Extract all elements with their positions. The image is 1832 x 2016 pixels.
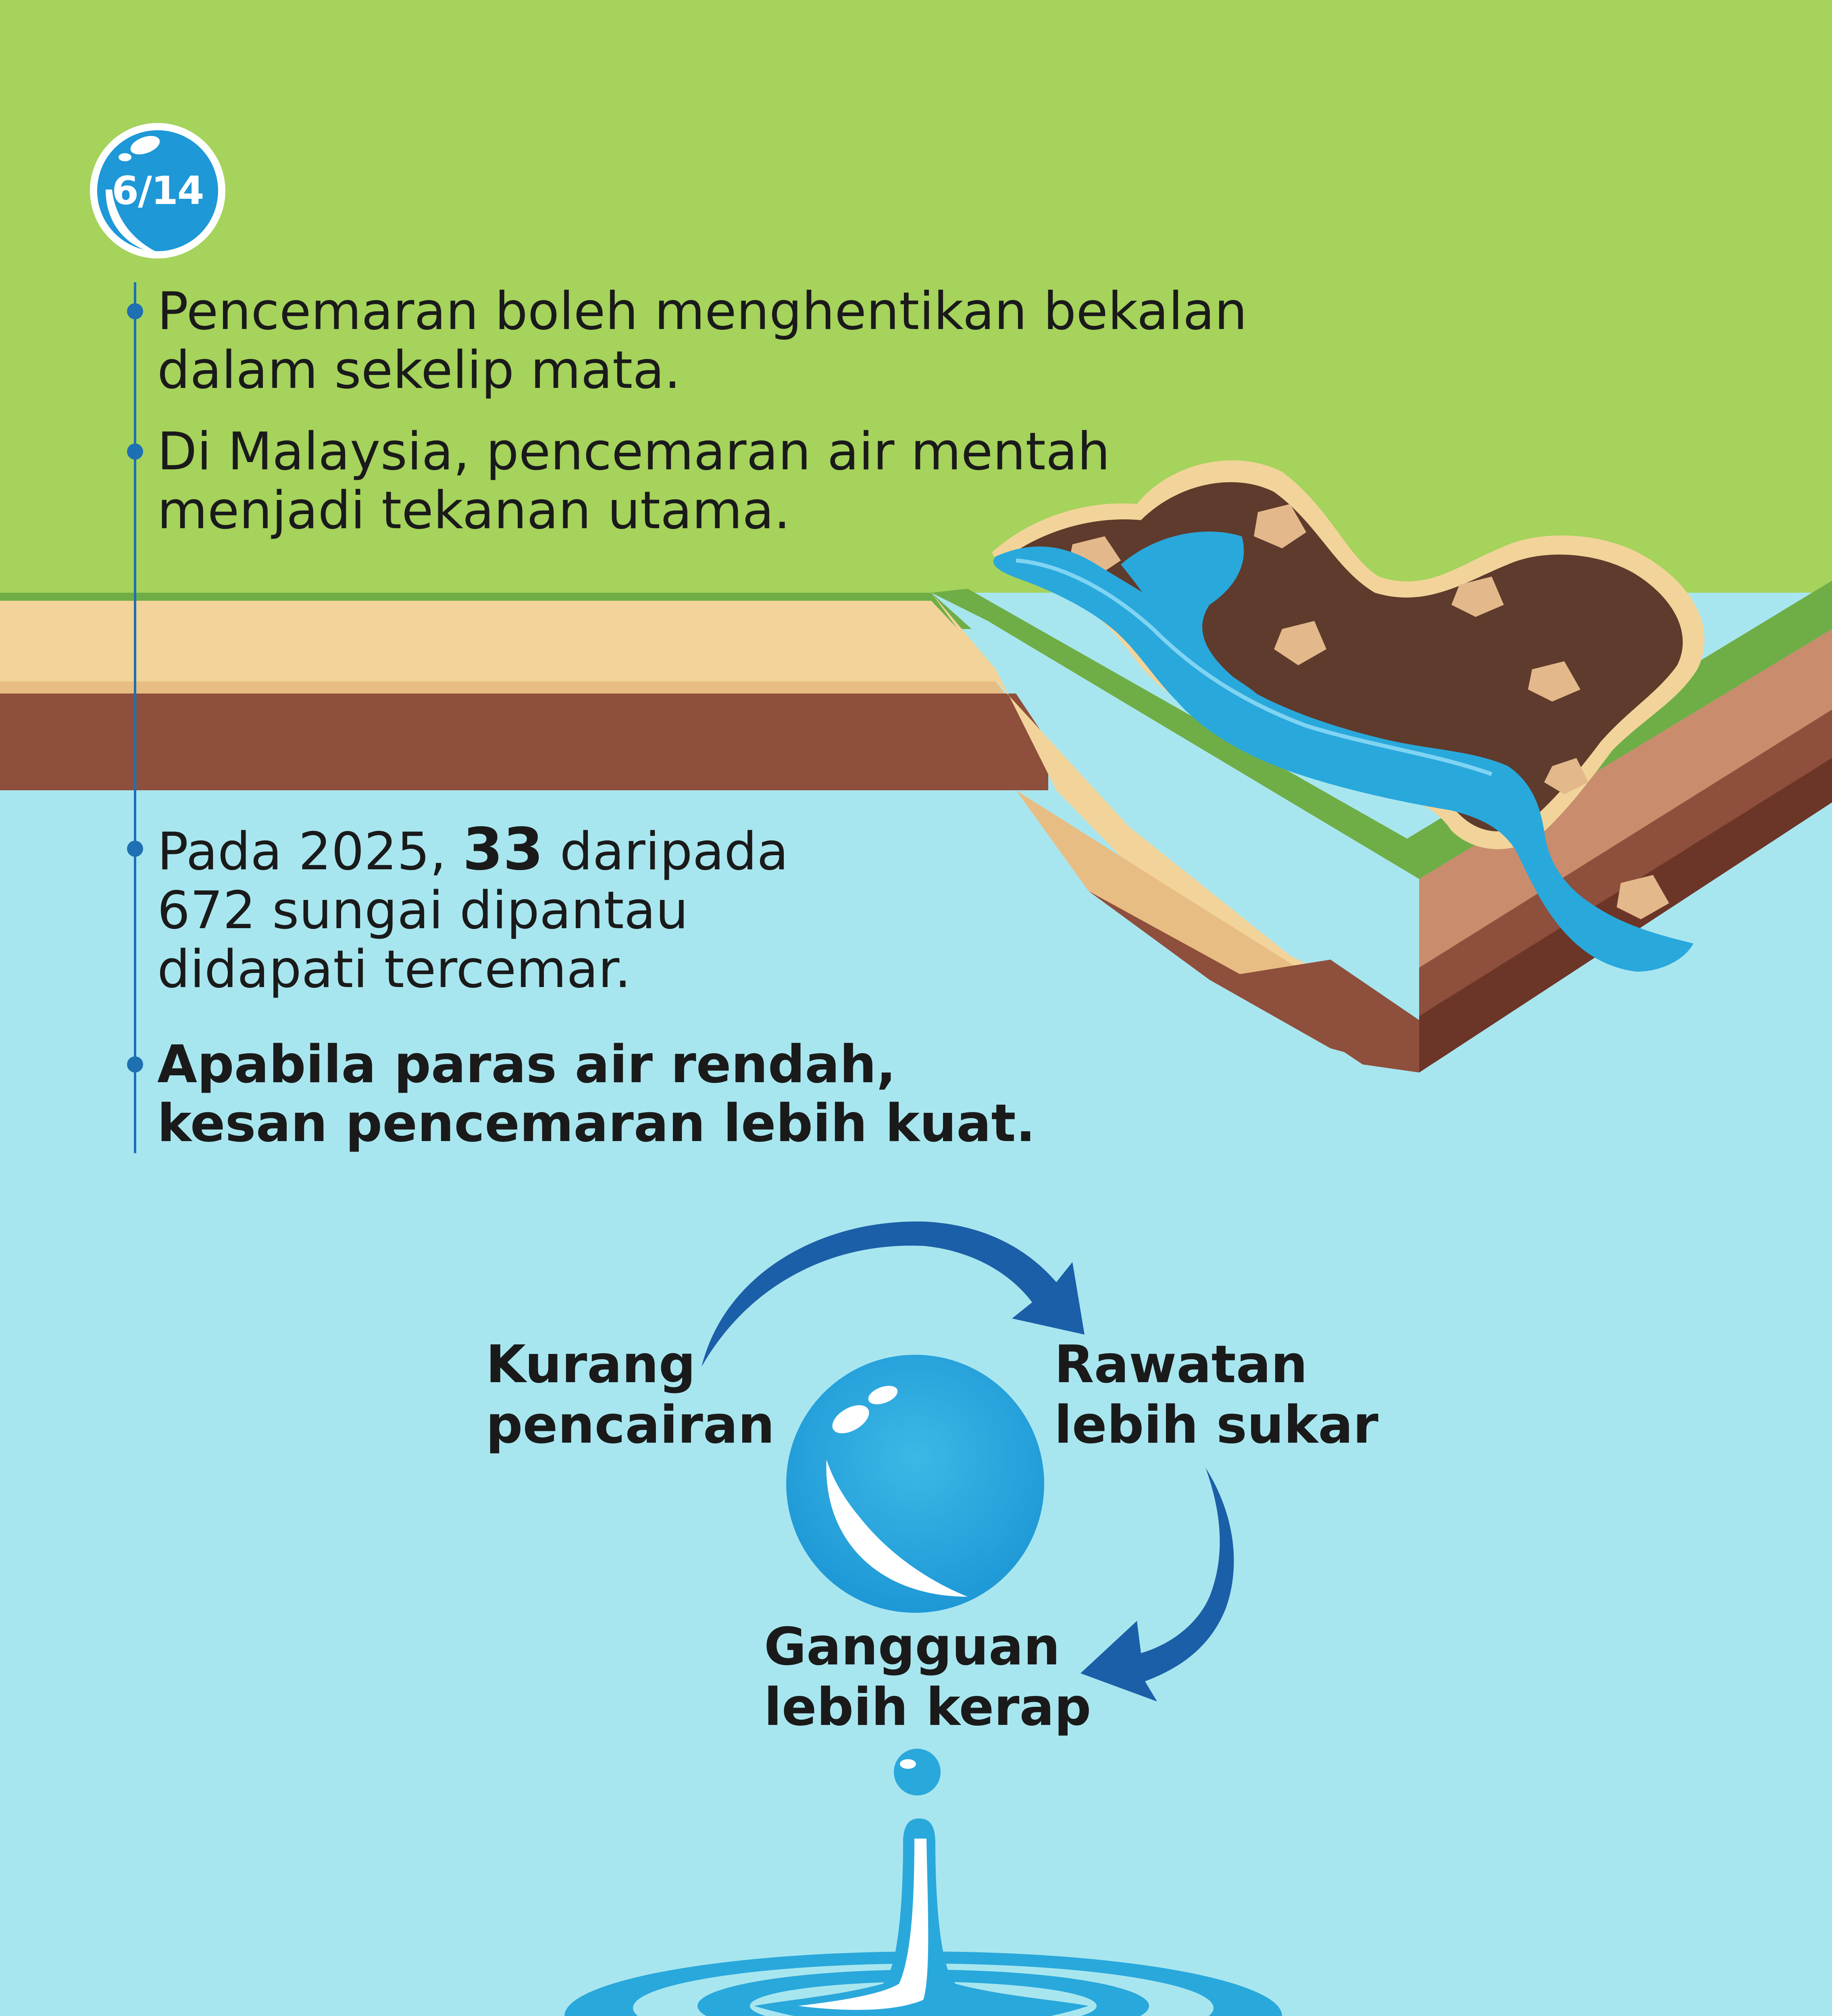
sand-layer [0, 601, 996, 681]
block-soil-face [1230, 960, 1419, 1073]
water-splash-icon [500, 1818, 1347, 2016]
page-counter-badge: 6/14 [112, 168, 204, 213]
cycle-label-left: Kurang pencairan [486, 1335, 775, 1455]
bullet-dot [127, 841, 143, 857]
bullet-text: Apabila paras air rendah, kesan pencemaran lebih kuat. [157, 1035, 1036, 1154]
bullet-dot [127, 444, 143, 460]
cycle-arrow-icon [1080, 1468, 1234, 1702]
stat-line-3: didapati tercemar. [157, 939, 631, 1000]
falling-drop-icon [894, 1749, 941, 1795]
bullet-text: Pencemaran boleh menghentikan bekalan dalam sekelip mata. [157, 281, 1247, 400]
timeline-line [134, 282, 136, 1153]
bullet-dot [127, 303, 143, 319]
soil-layer [0, 694, 1048, 790]
bullet-text: Di Malaysia, pencemaran air mentah menjadi tekanan utama. [157, 422, 1110, 541]
stat-block [157, 815, 789, 1000]
bullet-dot [127, 1056, 143, 1073]
stat-number: 33 [462, 815, 543, 883]
stat-suffix: daripada [560, 822, 789, 882]
stat-line-2: 672 sungai dipantau [157, 881, 689, 941]
cycle-label-right: Rawatan lebih sukar [1054, 1335, 1378, 1455]
stat-prefix: Pada 2025, [157, 822, 446, 882]
cycle-label-bottom: Gangguan lebih kerap [764, 1617, 1091, 1737]
